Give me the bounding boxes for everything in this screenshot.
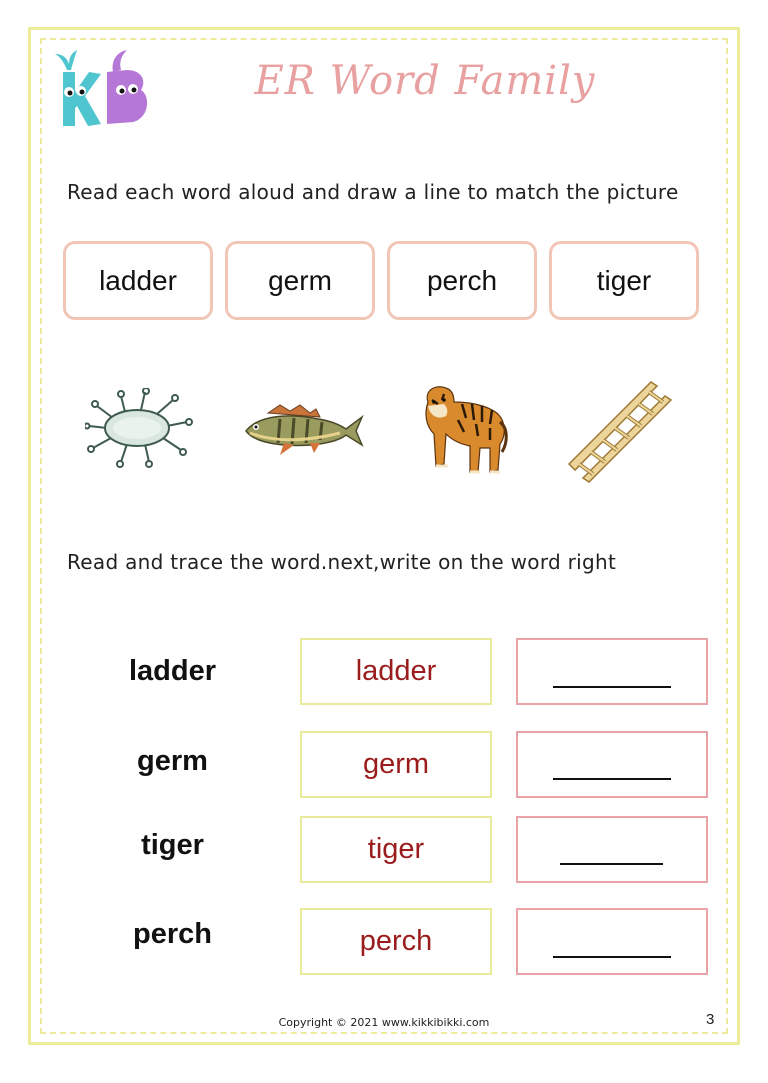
word-box-tiger: tiger (549, 241, 699, 320)
page-title: ER Word Family (254, 58, 596, 104)
perch-fish-picture (240, 403, 365, 458)
ladder-picture (565, 378, 673, 484)
kb-logo (55, 48, 155, 130)
trace-box-germ[interactable]: germ (300, 731, 492, 798)
germ-picture (85, 388, 195, 468)
trace-box-perch[interactable]: perch (300, 908, 492, 975)
word-box-perch: perch (387, 241, 537, 320)
write-line (560, 863, 663, 865)
row-word-perch: perch (133, 918, 212, 950)
write-box-perch[interactable] (516, 908, 708, 975)
row-word-ladder: ladder (128, 655, 217, 687)
write-box-germ[interactable] (516, 731, 708, 798)
write-box-ladder[interactable] (516, 638, 708, 705)
row-word-tiger: tiger (141, 829, 204, 861)
instruction-match: Read each word aloud and draw a line to match the picture (67, 180, 679, 204)
tiger-picture (414, 382, 510, 478)
trace-box-ladder[interactable]: ladder (300, 638, 492, 705)
word-box-germ: germ (225, 241, 375, 320)
write-line (553, 778, 671, 780)
page-number: 3 (706, 1011, 715, 1028)
write-box-tiger[interactable] (516, 816, 708, 883)
row-word-germ: germ (137, 745, 208, 777)
write-line (553, 956, 671, 958)
copyright-text: Copyright © 2021 www.kikkibikki.com (278, 1016, 490, 1029)
word-box-ladder: ladder (63, 241, 213, 320)
trace-box-tiger[interactable]: tiger (300, 816, 492, 883)
write-line (553, 686, 671, 688)
instruction-trace: Read and trace the word.next,write on the word right (67, 550, 617, 574)
